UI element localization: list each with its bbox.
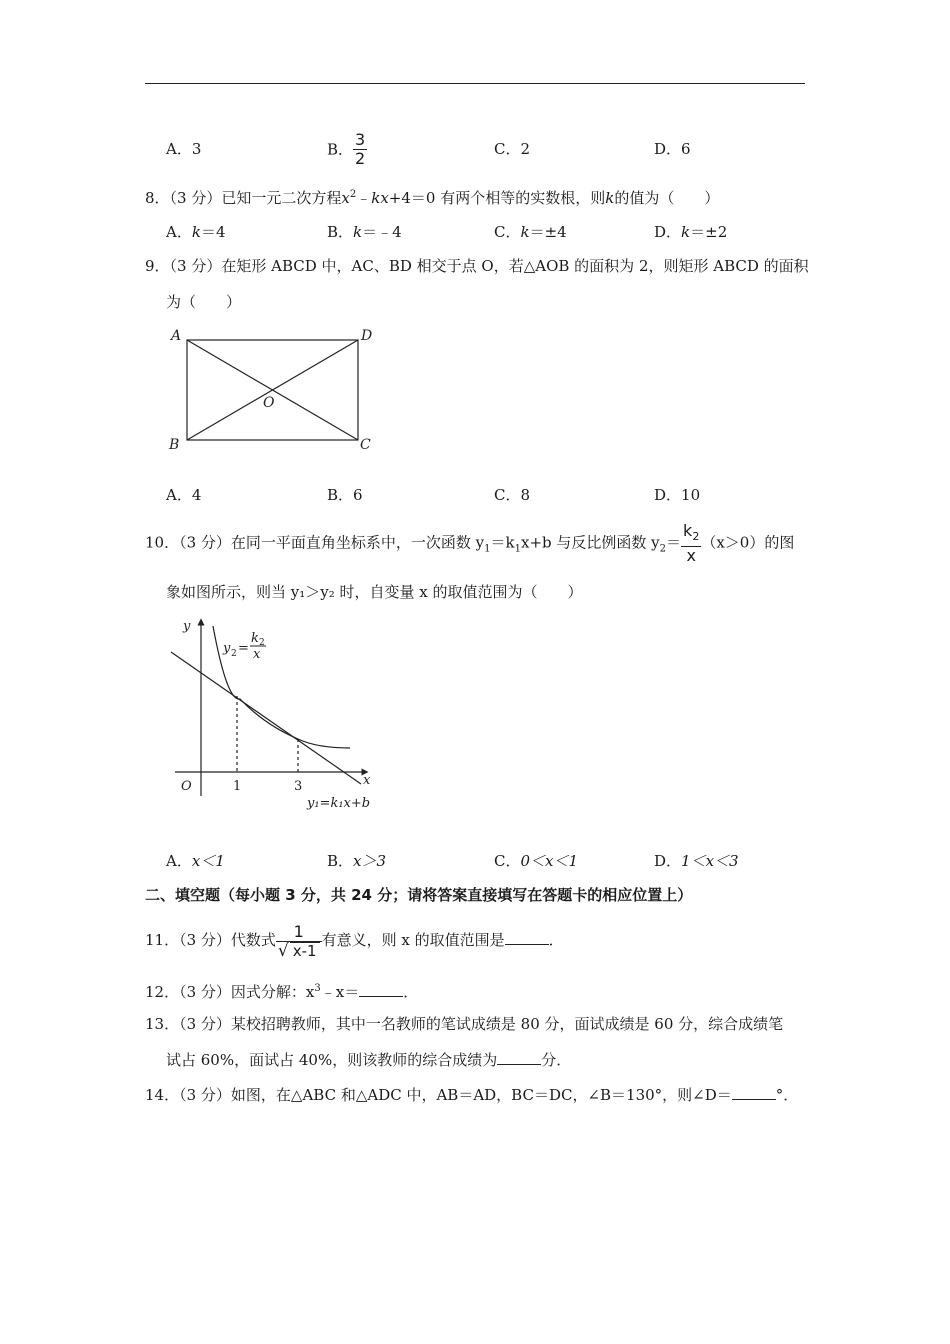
label-b: B — [169, 437, 180, 453]
q9-stem-line1: 9．（3 分）在矩形 ABCD 中，AC、BD 相交于点 O，若△AOB 的面积为 2，则矩形 ABCD 的面积 — [145, 257, 809, 275]
q10-option-d[interactable]: D．1＜x＜3 — [654, 852, 739, 870]
label-o: O — [263, 395, 275, 411]
q9-stem-line2: 为（ ） — [166, 293, 242, 311]
q8-option-a[interactable]: A．k＝4 — [166, 223, 226, 241]
label-c: C — [360, 437, 371, 453]
q10-stem-line2: 象如图所示，则当 y₁＞y₂ 时，自变量 x 的取值范围为（ ） — [166, 583, 583, 601]
q9-option-d[interactable]: D．10 — [654, 486, 701, 504]
linear-function-line — [171, 652, 361, 784]
q9-option-b[interactable]: B．6 — [327, 486, 363, 504]
curve-label-sub: 2 — [231, 649, 237, 659]
rectangle-figure — [165, 322, 380, 454]
q10-stem-line1: 10．（3 分）在同一平面直角坐标系中，一次函数 $y_1=k_1x+b$ 与反比例函数 $y_2=$ $\frac{k_2}{x}$ （x＞0）的图 — [145, 521, 795, 566]
function-graph — [165, 612, 385, 817]
y-axis-label: y — [183, 619, 191, 634]
q10-option-b[interactable]: B．x＞3 — [327, 852, 387, 870]
q13-stem-line2: 试占 60%，面试占 40%，则该教师的综合成绩为 分． — [166, 1051, 572, 1069]
curve-label-num-sub: 2 — [259, 638, 265, 648]
tick-3-label: 3 — [294, 779, 303, 794]
curve-label-den: x — [253, 647, 261, 662]
q13-stem-line1: 13．（3 分）某校招聘教师，其中一名教师的笔试成绩是 80 分，面试成绩是 60 分，综合成绩笔 — [145, 1015, 784, 1033]
q8-stem: 8．（3 分）已知一元二次方程$x^2﹣kx+4=0$ 有两个相等的实数根，则k的值为（ ） — [145, 189, 720, 207]
q10-option-c[interactable]: C．0＜x＜1 — [494, 852, 579, 870]
curve-label-lhs: y — [223, 641, 231, 656]
q11-stem: 11．（3 分）代数式 $\frac{1}{√ x-1}$ 有意义，则 x 的取值范围是 ． — [145, 921, 564, 961]
q9-option-c[interactable]: C．8 — [494, 486, 531, 504]
q14-stem: 14．（3 分）如图，在△ABC 和△ADC 中，AB＝AD，BC＝DC，∠B＝130°，则∠D＝ °． — [145, 1086, 799, 1104]
answer-blank[interactable] — [359, 982, 403, 997]
origin-label: O — [181, 779, 192, 794]
answer-blank[interactable] — [732, 1085, 776, 1100]
label-d: D — [361, 328, 373, 344]
q8-option-d[interactable]: D．k＝±2 — [654, 223, 728, 241]
q7-option-a[interactable]: A．3 — [166, 140, 202, 158]
curve-label-num: k — [251, 631, 259, 646]
q7-option-c[interactable]: C．2 — [494, 140, 531, 158]
line-label: y₁=k₁x+b — [307, 796, 371, 811]
answer-blank[interactable] — [505, 930, 549, 945]
x-axis-label: x — [363, 773, 371, 788]
q12-stem: 12．（3 分）因式分解：$x^3﹣x=$ ． — [145, 983, 419, 1001]
header-rule — [145, 83, 805, 84]
q8-option-c[interactable]: C．k＝±4 — [494, 223, 567, 241]
tick-1-label: 1 — [233, 779, 242, 794]
q8-option-b[interactable]: B．k＝﹣4 — [327, 223, 402, 241]
q7-option-b[interactable]: B． $\frac{3}{2}$ — [327, 130, 366, 168]
inverse-function-curve — [213, 626, 350, 748]
section-title: 二、填空题（每小题 3 分，共 24 分；请将答案直接填写在答题卡的相应位置上） — [145, 886, 693, 904]
fraction-k2-over-x: $\frac{k_2}{x}$ — [683, 521, 700, 566]
fraction-1-over-sqrt: $\frac{1}{√ x-1}$ — [276, 923, 322, 960]
q9-option-a[interactable]: A．4 — [166, 486, 202, 504]
curve-label-eq: = — [238, 641, 249, 656]
answer-blank[interactable] — [497, 1050, 541, 1065]
q10-option-a[interactable]: A．x＜1 — [166, 852, 225, 870]
label-a: A — [171, 328, 182, 344]
fraction: $\frac{3}{2}$ — [355, 130, 366, 168]
q7-option-d[interactable]: D．6 — [654, 140, 691, 158]
